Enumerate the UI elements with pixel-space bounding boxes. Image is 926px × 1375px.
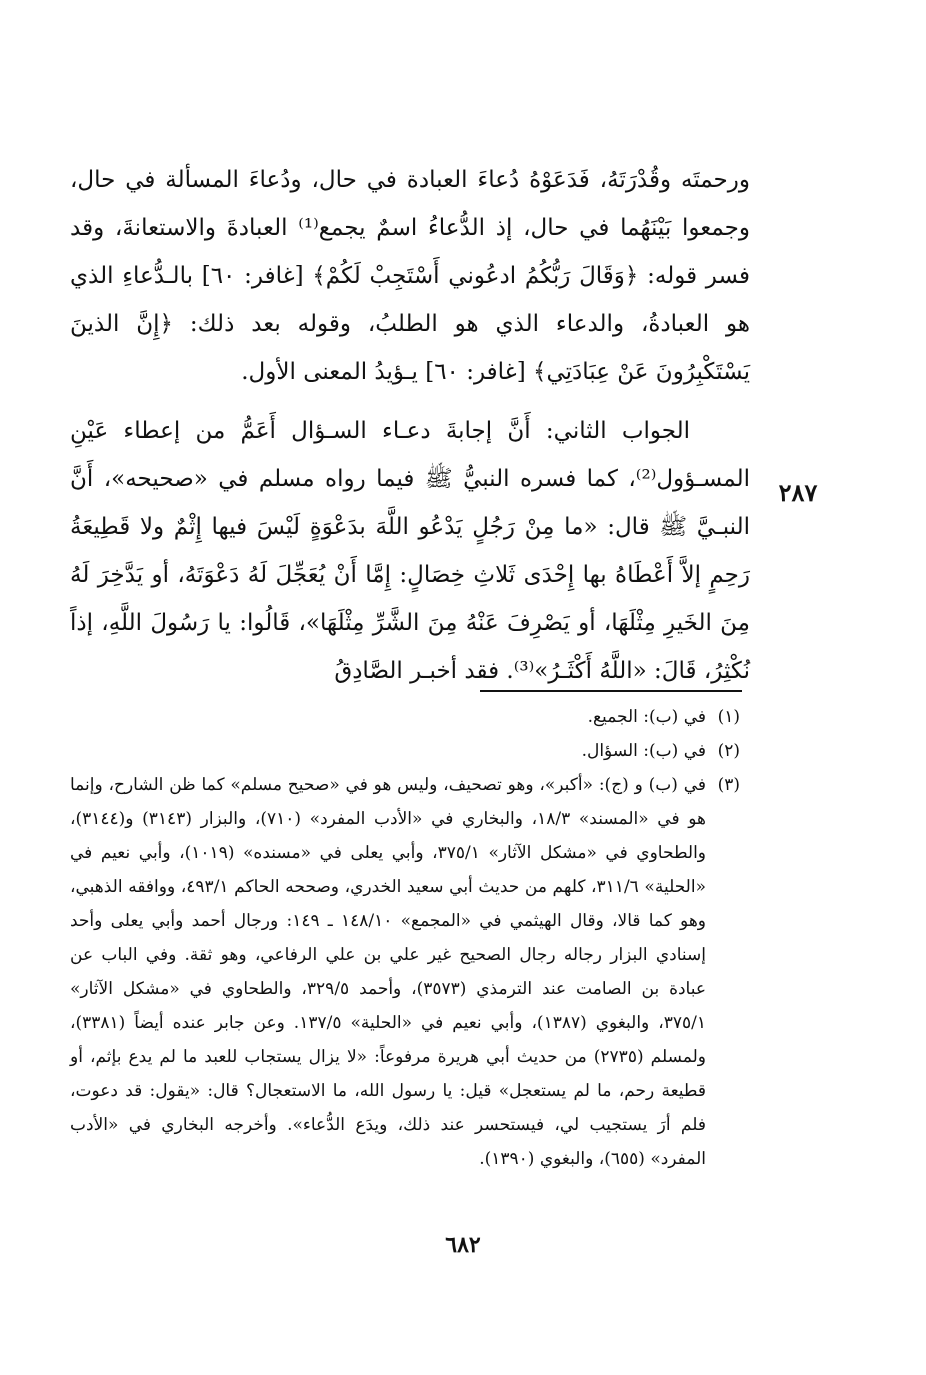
footnotes bbox=[70, 700, 740, 1176]
page-number: ٦٨٢ bbox=[445, 1232, 481, 1258]
footnote-separator bbox=[480, 690, 742, 692]
margin-number: ٢٨٧ bbox=[778, 478, 818, 507]
footnote-text: في (ب): الجميع. bbox=[587, 707, 706, 727]
body-paragraph-2: الجواب الثاني: أَنَّ إجابةَ دعـاء السـؤال أَعَمُّ من إعطاء عَيْنِ المسـؤول⁽²⁾، كما فسره النبيُّ ﷺ فيما رواه مسلم في «صحيحه»، أَنَّ النبـيَّ ﷺ قال: «ما مِنْ رَجُلٍ يَدْعُو اللَّهَ بدَعْوَةٍ لَيْسَ فيها إِثْمٌ ولا قَطِيعَةُ رَحِمٍ إلاَّ أَعْطَاهُ بها إِحْدَى ثَلاثِ خِصَالٍ: إِمَّا أَنْ يُعَجِّلَ لَهُ دَعْوَتَهُ، أو يَدَّخِرَ لَهُ مِنَ الخَيرِ مِثْلَهَا، أو يَصْرِفَ عَنْهُ مِنَ الشَّرِّ مِثْلَهَا»، قَالُوا: يا رَسُولَ اللَّهِ، إذاً نُكْثِرُ، قَالَ: «اللَّهُ أَكْثَـرُ»⁽³⁾. فقد أخبـر الصَّادِقُ bbox=[70, 418, 750, 684]
footnote-2 bbox=[70, 734, 740, 768]
footnote-number: (٣) bbox=[717, 775, 740, 795]
footnote-number: (١) bbox=[717, 707, 740, 727]
footnote-3 bbox=[70, 768, 740, 1176]
body-paragraph-1: ورحمتَه وقُدْرَتَهُ، فَدَعَوْهُ دُعاءَ العبادة في حال، ودُعاءَ المسألة في حال، وجمعوا بَيْنَهُما في حال، إذ الدُّعاءُ اسمٌ يجمع⁽¹⁾ العبادةَ والاستعانةَ، وقد فسر قوله: ﴿وَقَالَ رَبُّكُمُ ادعُوني أَسْتَجِبْ لَكُمْ﴾ [غافر: ٦٠] بالـدُّعاءِ الذي هو العبادةُ، والدعاء الذي هو الطلبُ، وقوله بعد ذلك: ﴿إِنَّ الذينَ يَسْتَكْبِرُونَ عَنْ عِبَادَتِي﴾ [غافر: ٦٠] يـؤيدُ المعنى الأول. bbox=[70, 167, 751, 385]
footnote-text: في (ب): السؤال. bbox=[581, 741, 706, 761]
footnote-1 bbox=[70, 700, 740, 734]
footnote-number: (٢) bbox=[717, 741, 740, 761]
footnote-text: في (ب) و (ج): «أكبر»، وهو تصحيف، وليس هو في «صحيح مسلم» كما ظن الشارح، وإنما هو في «المسند» ١٨/٣، والبخاري في «الأدب المفرد» (٧١٠)، والبزار (٣١٤٣) و(٣١٤٤)، والطحاوي في «مشكل الآثار» ٣٧٥/١، وأبي يعلى في «مسنده» (١٠١٩)، وأبي نعيم في «الحلية» ٣١١/٦، كلهم من حديث أبي سعيد الخدري، وصححه الحاكم ٤٩٣/١، ووافقه الذهبي، وهو كما قالا، وقال الهيثمي في «المجمع» ١٤٨/١٠ ـ ١٤٩: ورجال أحمد وأبي يعلى وأحد إسنادي البزار رجاله رجال الصحيح غير علي بن علي الرفاعي، وهو ثقة. وفي الباب عن عبادة بن الصامت عند الترمذي (٣٥٧٣)، وأحمد ٣٢٩/٥، والطحاوي في «مشكل الآثار» ٣٧٥/١، والبغوي (١٣٨٧)، وأبي نعيم في «الحلية» ١٣٧/٥. وعن جابر عنده أيضاً (٣٣٨١)، ولمسلم (٢٧٣٥) من حديث أبي هريرة مرفوعاً: «لا يزال يستجاب للعبد ما لم يدع بإثم، أو قطيعة رحم، ما لم يستعجل» قيل: يا رسول الله، ما الاستعجال؟ قال: «يقول: قد دعوت، فلم أرَ يستجيب لي، فيستحسر عند ذلك، ويدَع الدُّعاء». وأخرجه البخاري في «الأدب المفرد» (٦٥٥)، والبغوي (١٣٩٠). bbox=[70, 775, 707, 1169]
